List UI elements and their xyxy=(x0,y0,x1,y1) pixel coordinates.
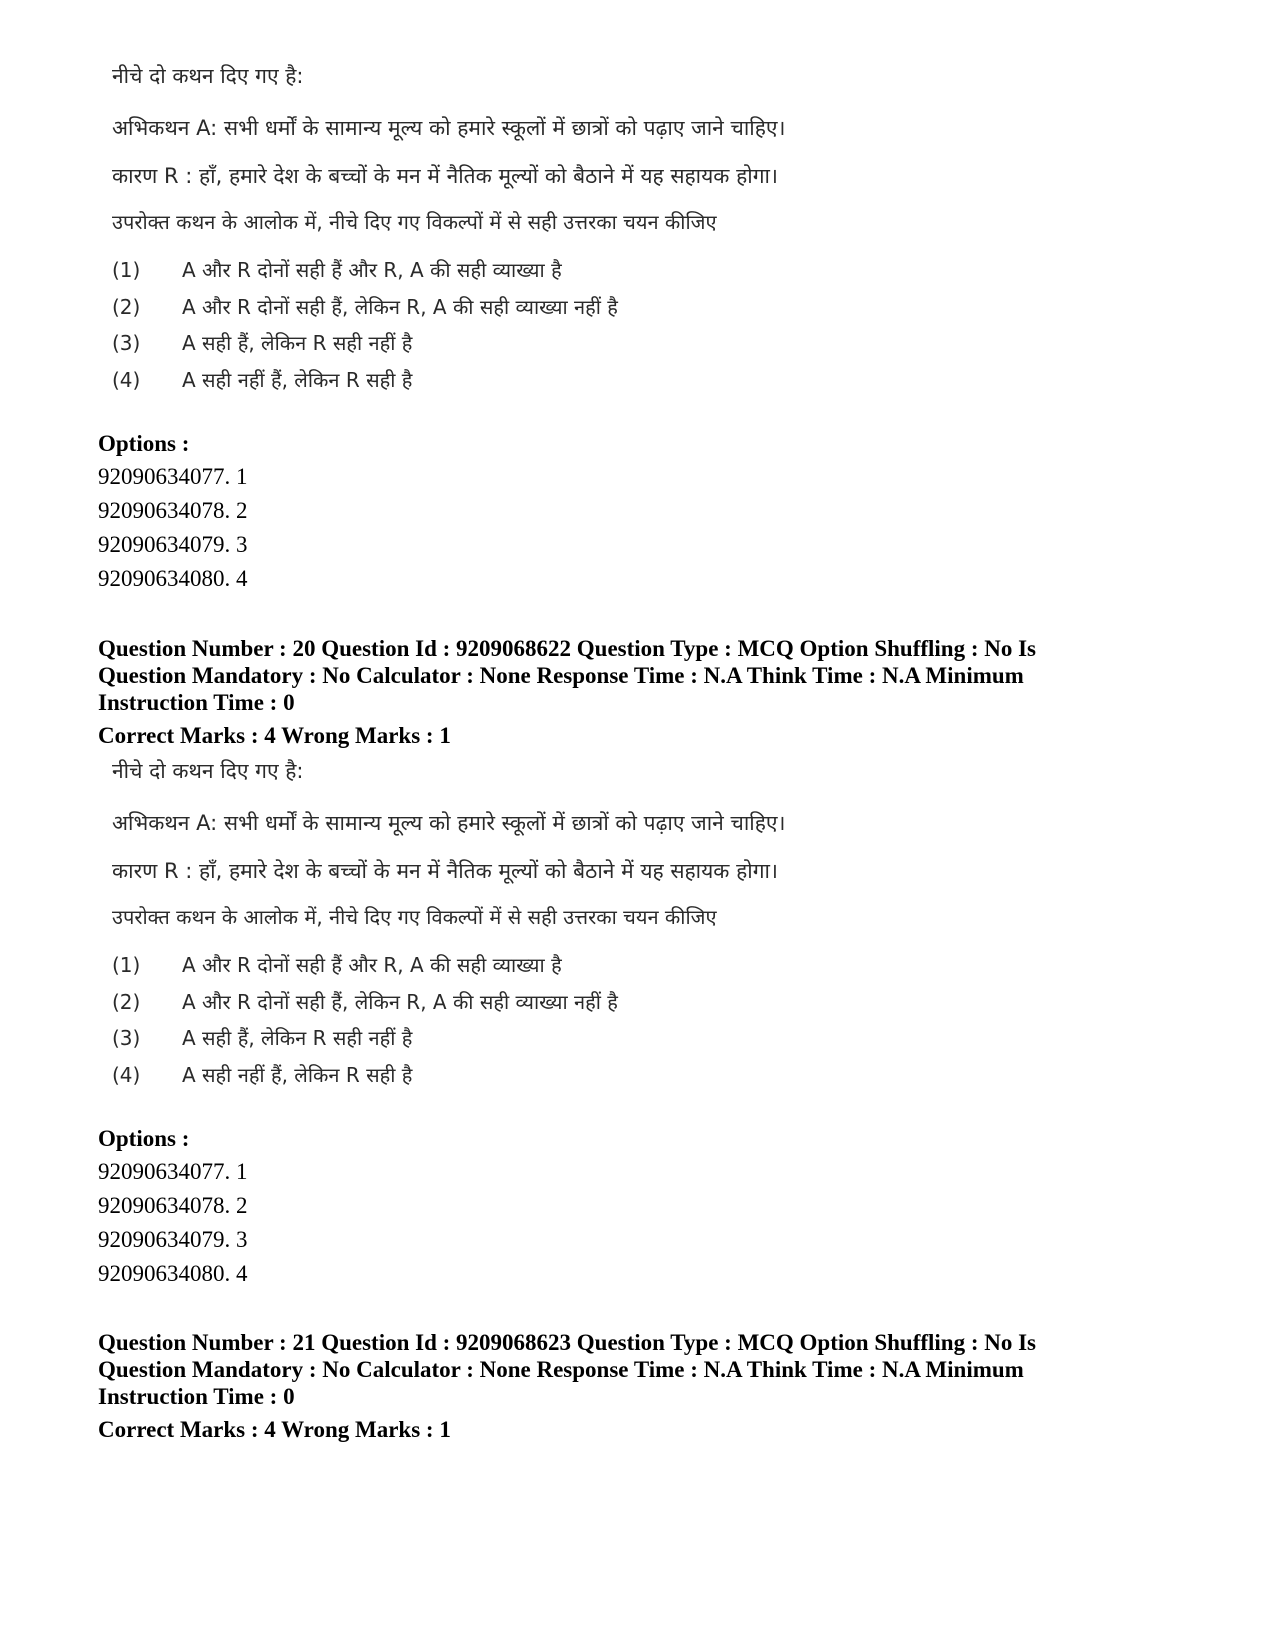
choice-number: (1) xyxy=(112,953,141,977)
question-intro: नीचे दो कथन दिए गए है: xyxy=(112,64,304,88)
question-meta xyxy=(98,635,1188,749)
question-intro: नीचे दो कथन दिए गए है: xyxy=(112,759,304,783)
option-item: 92090634078. 2 xyxy=(98,498,248,523)
reason-statement: कारण R : हाँ, हमारे देश के बच्चों के मन में नैतिक मूल्यों को बैठाने में यह सहायक होगा। xyxy=(112,859,778,883)
marks-line: Correct Marks : 4 Wrong Marks : 1 xyxy=(98,723,451,748)
assertion-statement: अभिकथन A: सभी धर्मों के सामान्य मूल्य को हमारे स्कूलों में छात्रों को पढ़ाए जाने चाहिए। xyxy=(112,116,786,140)
choice-text: A और R दोनों सही हैं, लेकिन R, A की सही व्याख्या नहीं है xyxy=(182,990,618,1014)
question-meta-line: Instruction Time : 0 xyxy=(98,690,295,715)
question-meta-line: Question Mandatory : No Calculator : None Response Time : N.A Think Time : N.A Minimum xyxy=(98,663,1024,688)
choice-text: A और R दोनों सही हैं, लेकिन R, A की सही व्याख्या नहीं है xyxy=(182,295,618,319)
options-list xyxy=(98,460,1188,596)
option-item: 92090634077. 1 xyxy=(98,1159,248,1184)
choice-text: A और R दोनों सही हैं और R, A की सही व्याख्या है xyxy=(182,258,562,282)
question-image xyxy=(112,62,872,402)
choice-item xyxy=(112,329,412,356)
question-meta-line: Question Number : 21 Question Id : 9209068623 Question Type : MCQ Option Shuffling : No Is xyxy=(98,1330,1037,1355)
option-item: 92090634077. 1 xyxy=(98,464,248,489)
choice-number: (2) xyxy=(112,990,141,1014)
choice-number: (3) xyxy=(112,331,141,355)
options-section xyxy=(98,428,1188,596)
question-instruction: उपरोक्त कथन के आलोक में, नीचे दिए गए विकल्पों में से सही उत्तरका चयन कीजिए xyxy=(112,210,717,234)
reason-statement: कारण R : हाँ, हमारे देश के बच्चों के मन में नैतिक मूल्यों को बैठाने में यह सहायक होगा। xyxy=(112,164,778,188)
choice-text: A सही नहीं हैं, लेकिन R सही है xyxy=(182,1063,413,1087)
choice-number: (4) xyxy=(112,368,141,392)
choice-number: (1) xyxy=(112,258,141,282)
choice-item xyxy=(112,366,412,393)
options-heading: Options : xyxy=(98,431,190,456)
option-item: 92090634079. 3 xyxy=(98,1227,248,1252)
question-meta-line: Question Mandatory : No Calculator : None Response Time : N.A Think Time : N.A Minimum xyxy=(98,1357,1024,1382)
question-meta-line: Instruction Time : 0 xyxy=(98,1384,295,1409)
choice-number: (4) xyxy=(112,1063,141,1087)
choice-item xyxy=(112,988,618,1015)
option-item: 92090634080. 4 xyxy=(98,1261,248,1286)
options-section xyxy=(98,1123,1188,1291)
option-item: 92090634079. 3 xyxy=(98,532,248,557)
assertion-statement: अभिकथन A: सभी धर्मों के सामान्य मूल्य को हमारे स्कूलों में छात्रों को पढ़ाए जाने चाहिए। xyxy=(112,811,786,835)
question-image xyxy=(112,757,872,1097)
choice-item xyxy=(112,256,562,283)
question-meta-line: Question Number : 20 Question Id : 9209068622 Question Type : MCQ Option Shuffling : No Is xyxy=(98,636,1037,661)
question-instruction: उपरोक्त कथन के आलोक में, नीचे दिए गए विकल्पों में से सही उत्तरका चयन कीजिए xyxy=(112,905,717,929)
choice-item xyxy=(112,951,562,978)
choice-item xyxy=(112,1061,412,1088)
options-list xyxy=(98,1155,1188,1291)
option-item: 92090634080. 4 xyxy=(98,566,248,591)
choice-text: A सही हैं, लेकिन R सही नहीं है xyxy=(182,1026,413,1050)
marks-line: Correct Marks : 4 Wrong Marks : 1 xyxy=(98,1417,451,1442)
choice-item xyxy=(112,1024,412,1051)
option-item: 92090634078. 2 xyxy=(98,1193,248,1218)
options-heading: Options : xyxy=(98,1126,190,1151)
choice-number: (2) xyxy=(112,295,141,319)
choice-item xyxy=(112,293,618,320)
choice-text: A सही हैं, लेकिन R सही नहीं है xyxy=(182,331,413,355)
choice-text: A सही नहीं हैं, लेकिन R सही है xyxy=(182,368,413,392)
choice-number: (3) xyxy=(112,1026,141,1050)
choice-text: A और R दोनों सही हैं और R, A की सही व्याख्या है xyxy=(182,953,562,977)
question-meta xyxy=(98,1329,1188,1443)
